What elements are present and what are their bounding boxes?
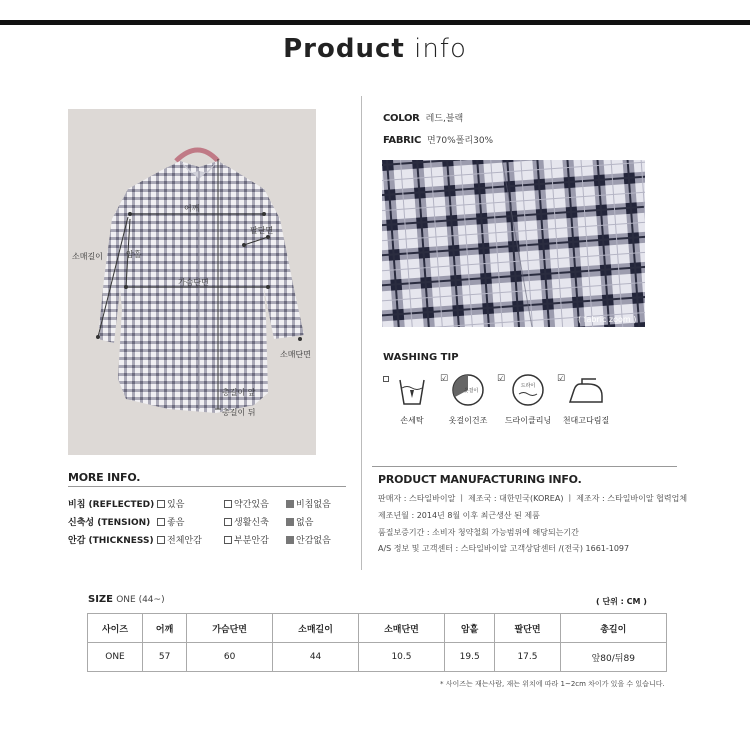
size-heading: SIZE ONE (44~) (88, 594, 165, 605)
wash-item-dry-clean (498, 372, 558, 426)
size-cell: 60 (187, 643, 273, 672)
fabric-caption: ( fabric zoom ) (578, 315, 637, 324)
option-thickness-1: 전체안감 (157, 533, 202, 546)
option-tension-3: 없음 (286, 515, 313, 528)
fabric-zoom-image (382, 160, 645, 327)
info-row-thickness (68, 533, 348, 547)
fabric-row (383, 133, 493, 146)
option-reflected-2: 약간있음 (224, 497, 269, 510)
size-header-cell: 어깨 (143, 614, 187, 643)
size-cell: 10.5 (359, 643, 445, 672)
size-table-header (88, 614, 667, 643)
hand-wash-icon (394, 372, 430, 408)
info-row-label: 안감 (THICKNESS) (68, 536, 154, 546)
size-header-cell: 사이즈 (88, 614, 143, 643)
size-header-cell: 암홀 (444, 614, 495, 643)
manufacturing-warranty: 품질보증기간 : 소비자 청약철회 가능범위에 해당되는기간 (378, 528, 579, 537)
size-header-cell: 가슴단면 (187, 614, 273, 643)
wash-label-hand-wash: 손세탁 (400, 416, 424, 425)
info-row-label: 신축성 (TENSION) (68, 518, 151, 528)
manufacturing-date: 제조년월 : 2014년 8월 이후 최근생산 된 제품 (378, 511, 540, 520)
manufacturing-top-rule (372, 466, 677, 467)
size-unit: ( 단위 : CM ) (596, 597, 647, 606)
wash-label-hanger-dry: 옷걸이건조 (448, 416, 488, 425)
wash-item-hand-wash (382, 372, 442, 426)
wash-label-dry-clean: 드라이클리닝 (504, 416, 552, 425)
size-header-cell: 소매단면 (359, 614, 445, 643)
cuff-label: 소매단면 (280, 350, 311, 359)
more-info-title: MORE INFO. (68, 471, 141, 484)
chest-label: 가슴단면 (178, 278, 209, 287)
option-tension-1: 좋음 (157, 515, 184, 528)
hanger-dry-icon-text: 옷걸이 (463, 388, 479, 394)
wash-item-iron (556, 372, 616, 426)
hanger-dry-check: ☑ (440, 374, 449, 384)
fabric-label: FABRIC (383, 135, 422, 146)
size-cell: 19.5 (444, 643, 495, 672)
size-note: * 사이즈는 재는사람, 재는 위치에 따라 1~2cm 차이가 있을 수 있습니다. (440, 680, 665, 688)
dry-clean-check: ☑ (497, 374, 506, 384)
size-cell: 57 (143, 643, 187, 672)
size-table (87, 613, 667, 672)
product-photo (68, 109, 316, 455)
table-row (88, 643, 667, 672)
dry-clean-icon (510, 372, 546, 408)
top-rule (0, 20, 750, 25)
more-info-rule (68, 486, 346, 487)
option-thickness-3: 안감없음 (286, 533, 331, 546)
column-divider (361, 96, 362, 570)
color-value: 레드,블랙 (425, 114, 464, 124)
size-cell: 17.5 (495, 643, 560, 672)
wash-label-iron: 천대고다림질 (562, 416, 610, 425)
option-reflected-3: 비침없음 (286, 497, 331, 510)
size-cell: 앞80/뒤89 (560, 643, 666, 672)
size-cell: 44 (273, 643, 359, 672)
iron-icon (566, 372, 606, 408)
fabric-value: 면70%폴리30% (427, 136, 494, 146)
option-tension-2: 생활신축 (224, 515, 269, 528)
size-cell: ONE (88, 643, 143, 672)
front-length-label: 총길이 앞 (222, 388, 256, 397)
washing-tip-title: WASHING TIP (383, 352, 459, 363)
hanger-dry-icon (450, 372, 486, 408)
size-header-cell: 총길이 (560, 614, 666, 643)
armhole-label: 암홀 (126, 250, 142, 259)
iron-check: ☑ (557, 374, 566, 384)
color-label: COLOR (383, 113, 420, 124)
sleeve-length-label: 소매길이 (72, 252, 103, 261)
manufacturing-title: PRODUCT MANUFACTURING INFO. (378, 473, 582, 486)
back-length-label: 총길이 뒤 (222, 408, 256, 417)
option-reflected-1: 있음 (157, 497, 184, 510)
wash-item-hanger-dry (438, 372, 498, 426)
manufacturing-seller: 판매자 : 스타일바이알 ㅣ 제조국 : 대한민국(KOREA) ㅣ 제조자 : 스타일바이알 협력업체 (378, 494, 688, 503)
size-header-cell: 팔단면 (495, 614, 560, 643)
page-title: Product info (283, 34, 467, 64)
info-row-tension (68, 515, 348, 529)
arm-width-label: 팔단면 (250, 226, 274, 235)
info-row-reflected (68, 497, 348, 511)
option-thickness-2: 부분안감 (224, 533, 269, 546)
shoulder-label: 어깨 (184, 204, 200, 213)
dry-clean-icon-text: 드라이 (520, 383, 536, 389)
manufacturing-service: A/S 정보 및 고객센터 : 스타일바이알 고객상담센터 /(전국) 1661-1097 (378, 544, 630, 553)
size-header-cell: 소매길이 (273, 614, 359, 643)
info-row-label: 비침 (REFLECTED) (68, 500, 155, 510)
color-row (383, 111, 463, 124)
